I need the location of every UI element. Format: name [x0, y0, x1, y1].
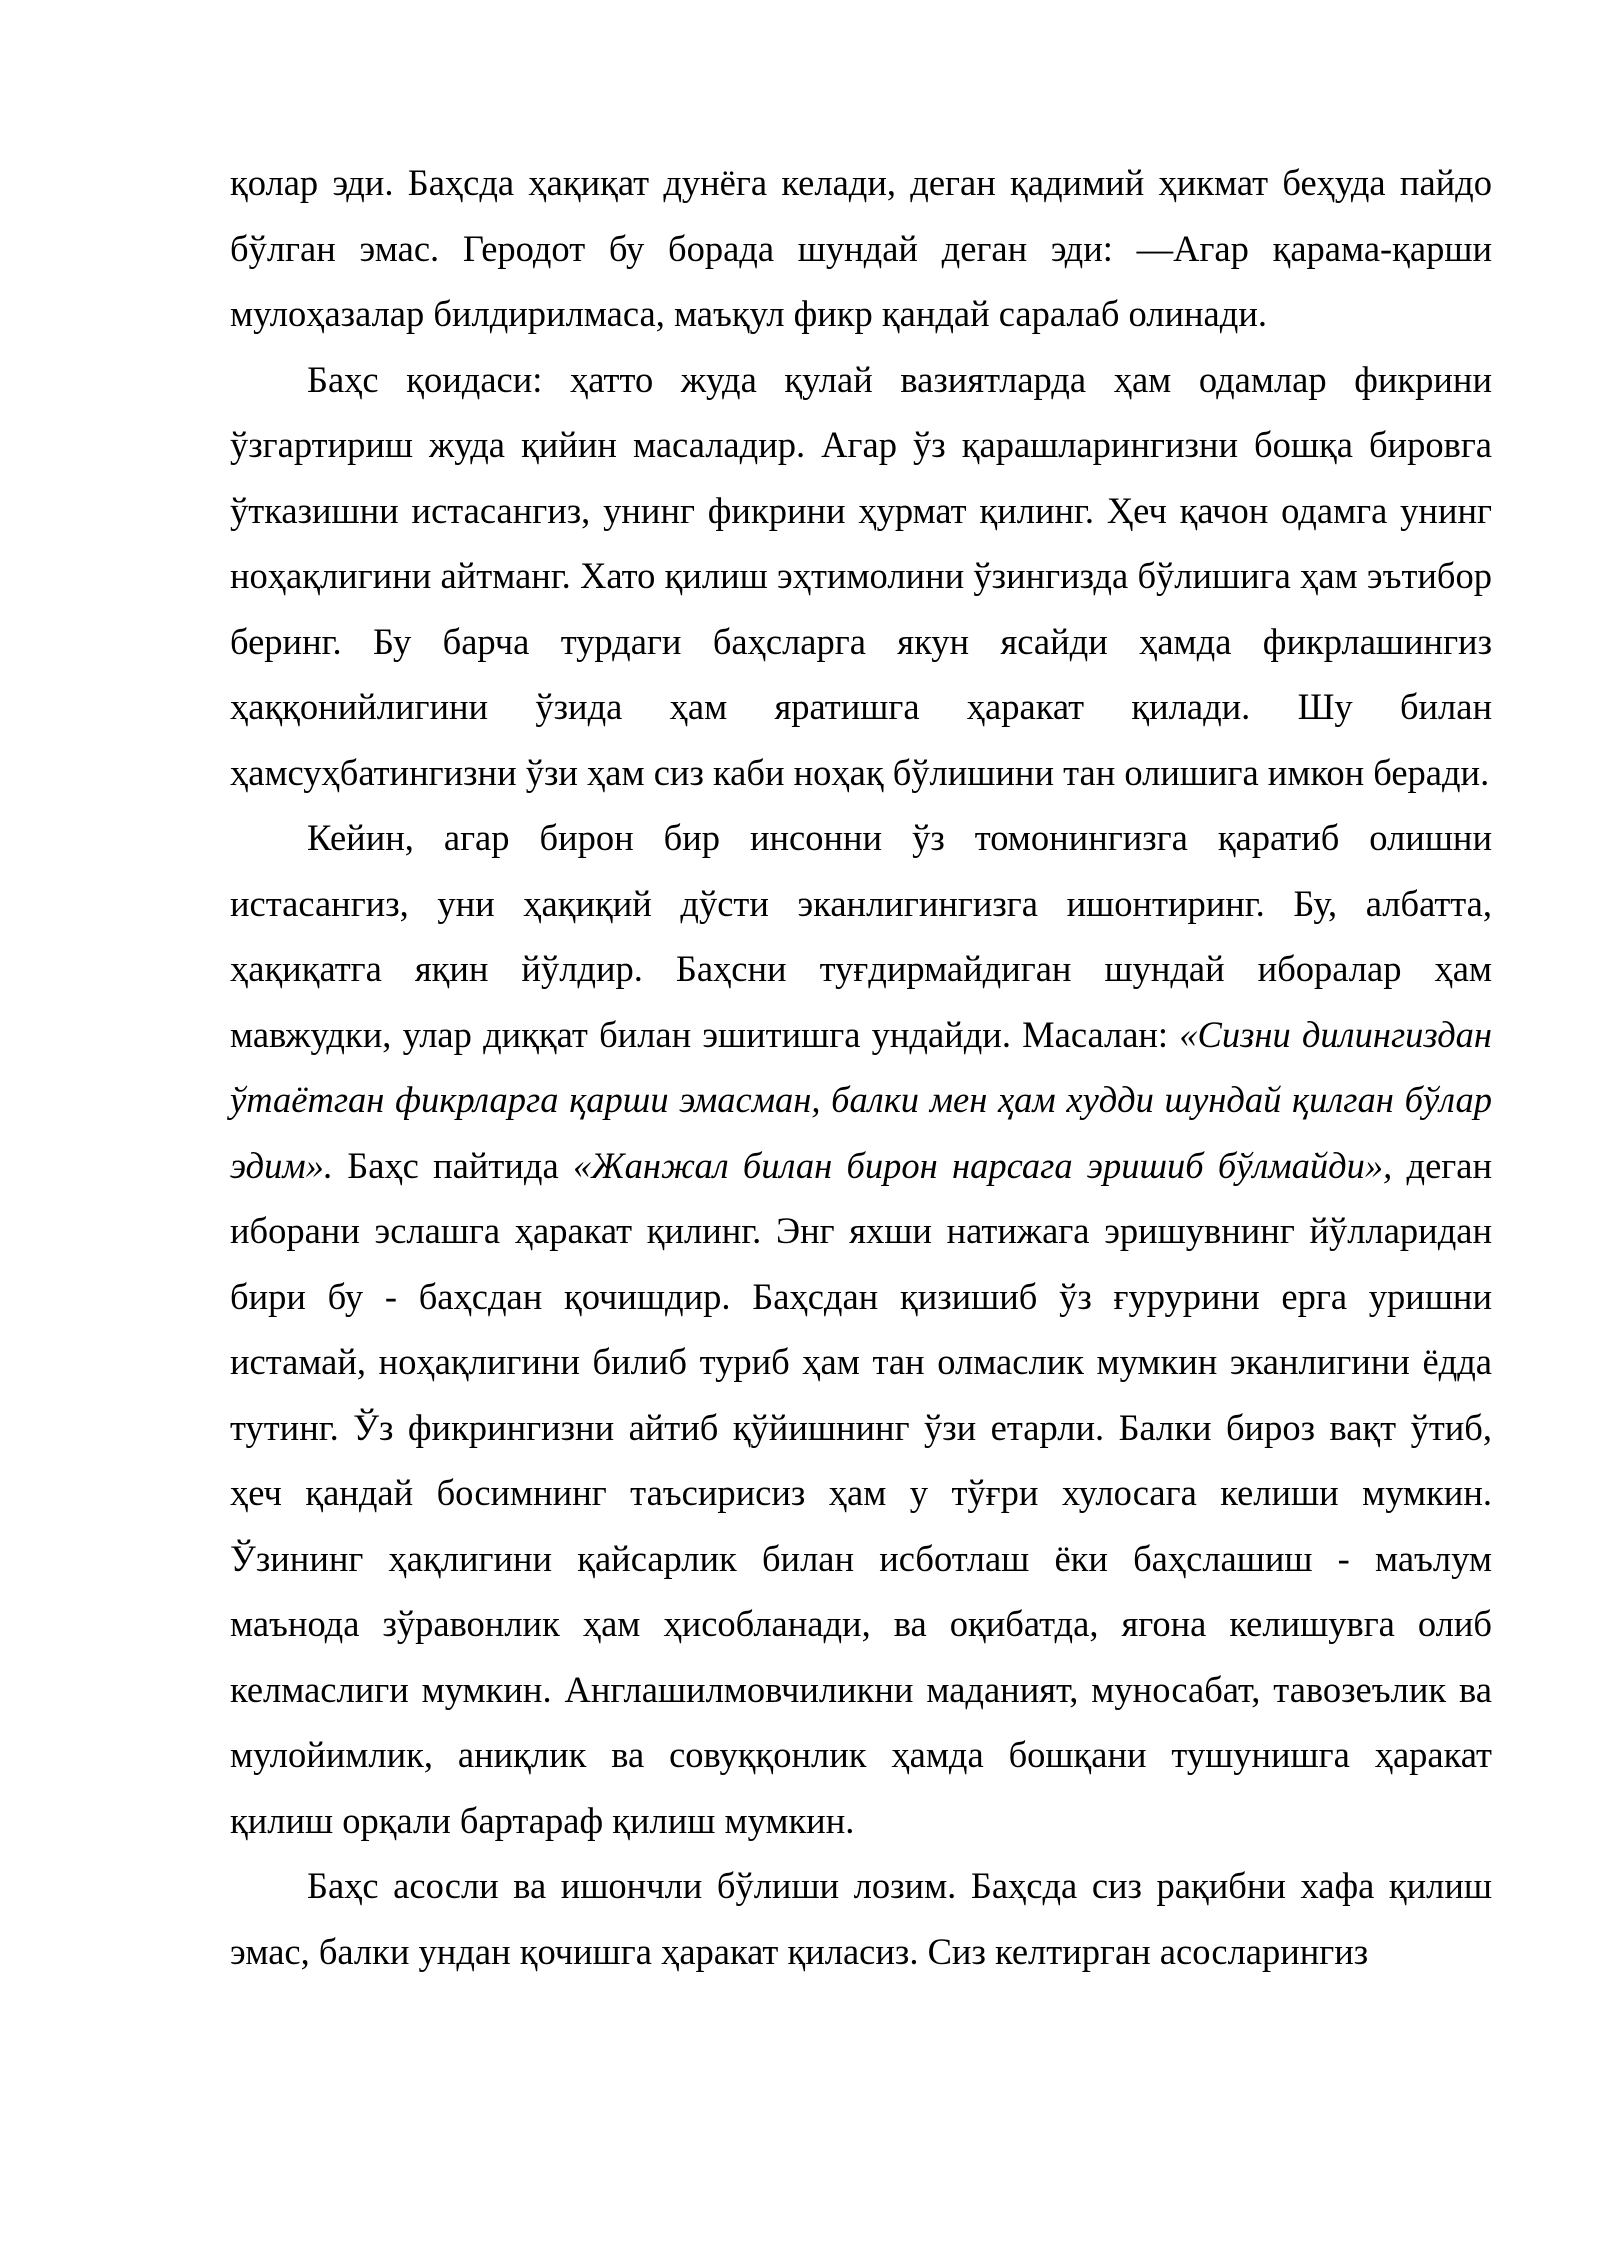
italic-quote: «Жанжал билан бирон нарсага эришиб бўлмайди», — [572, 1144, 1393, 1186]
italic-quote: «Сизни дилингиздан ўтаётган фикрларга қарши эмасман, балки мен ҳам худди шундай қилган бўлар эдим». — [230, 1013, 1493, 1186]
paragraph-text: қолар эди. Баҳсда ҳақиқат дунёга келади, деган қадимий ҳикмат беҳуда пайдо бўлган эмас. Геродот бу борада шундай деган эди: ―Агар қарама-қарши мулоҳазалар билдирилмаса, маъқул фикр қандай саралаб олинади. — [230, 162, 1492, 334]
paragraph-text: Кейин, агар бирон бир инсонни ўз томонингизга қаратиб олишни истасангиз, уни ҳақиқий дўсти эканлигингизга ишонтиринг. Бу, албатта, ҳақиқатга яқин йўлдир. Баҳсни туғдирмайдиган шундай иборалар ҳам мавжудки, улар диққат билан эшитишга ундайди. Масалан: — [230, 817, 1492, 1055]
paragraph-text: Баҳс қоидаси: ҳатто жуда қулай вазиятларда ҳам одамлар фикрини ўзгартириш жуда қийин масаладир. Агар ўз қарашларингизни бошқа бировга ўтказишни истасангиз, унинг фикрини ҳурмат қилинг. Ҳеч қачон одамга унинг ноҳақлигини айтманг. Хато қилиш эҳтимолини ўзингизда бўлишига ҳам эътибор беринг. Бу барча турдаги баҳсларга якун ясайди ҳамда фикрлашингиз ҳаққонийлигини ўзида ҳам яратишга ҳаракат қилади. Шу билан ҳамсуҳбатингизни ўзи ҳам сиз каби ноҳақ бўлишини тан олишига имкон беради. — [230, 358, 1492, 793]
paragraph-text: деган иборани эслашга ҳаракат қилинг. Энг яхши натижага эришувнинг йўлларидан бири бу - баҳсдан қочишдир. Баҳсдан қизишиб ўз ғурурини ерга уришни истамай, ноҳақлигини билиб туриб ҳам тан олмаслик мумкин эканлигини ёдда тутинг. Ўз фикрингизни айтиб қўйишнинг ўзи етарли. Балки бироз вақт ўтиб, ҳеч қандай босимнинг таъсирисиз ҳам у тўғри хулосага келиши мумкин. Ўзининг ҳақлигини қайсарлик билан исботлаш ёки баҳслашиш - маълум маънода зўравонлик ҳам ҳисобланади, ва оқибатда, ягона келишувга олиб келмаслиги мумкин. Англашилмовчиликни маданият, муносабат, тавозеълик ва мулойимлик, аниқлик ва совуққонлик ҳамда бошқани тушунишга ҳаракат қилиш орқали бартараф қилиш мумкин. — [230, 1144, 1492, 1841]
paragraph-1 — [230, 150, 1492, 347]
paragraph-3 — [230, 805, 1492, 1853]
paragraph-text: Баҳс асосли ва ишончли бўлиши лозим. Баҳсда сиз рақибни хафа қилиш эмас, балки ундан қочишга ҳаракат қиласиз. Сиз келтирган асосларингиз — [230, 1865, 1492, 1972]
body-text — [230, 150, 1492, 1984]
paragraph-text: Баҳс пайтида — [333, 1144, 573, 1186]
paragraph-2 — [230, 347, 1492, 806]
paragraph-4 — [230, 1853, 1492, 1984]
